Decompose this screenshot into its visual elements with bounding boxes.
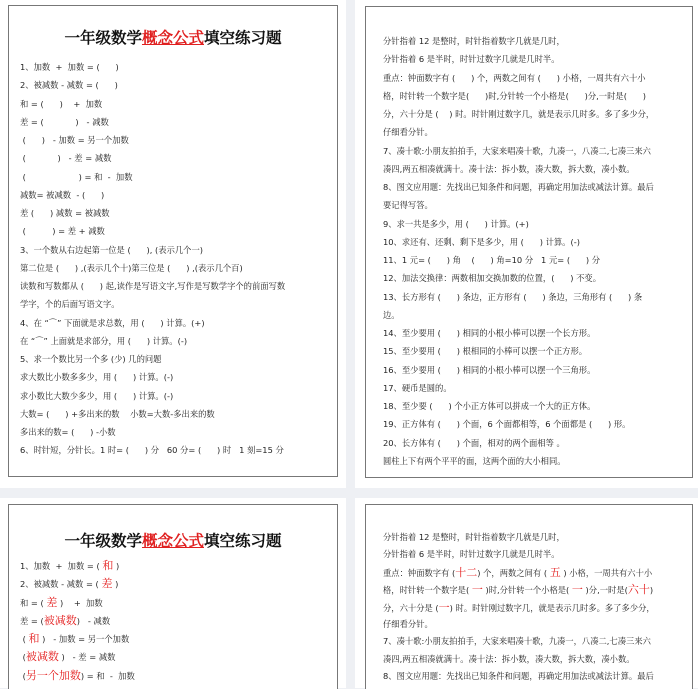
question-line	[20, 295, 285, 313]
title-suffix: 填空练习题	[204, 532, 282, 550]
title-highlight: 概念公式	[141, 532, 204, 550]
line-text: 13、长方形有 ( ) 条边，正方形有 ( ) 条边，三角形有 ( ) 条	[383, 291, 643, 302]
question-line	[20, 612, 135, 630]
line-text: 分针指着 12 是整时，时针指着数字几就是几时，	[383, 36, 565, 46]
question-line	[383, 397, 654, 415]
question-line	[383, 105, 654, 123]
line-text: 6、时针短，分针长。1 时= ( ) 分 60 分= ( ) 时 1 刻=15 分	[20, 445, 284, 456]
question-line	[20, 149, 285, 167]
line-text: )	[649, 585, 654, 596]
line-text: 凑四,两五相凑就满十。凑十法：拆小数，凑大数，拆大数，凑小数。	[383, 653, 635, 664]
line-text: 圆柱上下有两个平平的面，这两个面的大小相同。	[383, 455, 566, 466]
line-text: ) + 加数	[57, 597, 103, 608]
line-text: 10、求还有、还剩、剩下是多少，用 ( ) 计算。(-)	[383, 236, 580, 247]
title-suffix: 填空练习题	[204, 29, 282, 47]
question-line	[383, 529, 655, 546]
question-lines	[383, 529, 655, 686]
answer-text: 十二	[455, 565, 478, 579]
line-text: ( ) = 差 + 减数	[20, 226, 105, 237]
worksheet-page-1	[0, 0, 346, 488]
question-line	[383, 379, 654, 397]
title-prefix: 一年级数学	[64, 532, 142, 550]
answer-text: 和	[28, 632, 40, 645]
line-text: )	[112, 579, 119, 590]
line-text: 分，六十分是 (	[383, 602, 439, 613]
question-line	[20, 58, 285, 76]
line-text: 分，六十分是 ( ) 时。时针刚过数字几，就是表示几时多。多了多少分，	[383, 109, 655, 119]
worksheet-page-2	[355, 0, 698, 488]
line-text: ) - 减数	[76, 615, 111, 626]
line-text: 分针指着 6 是半时，时针过数字几就是几时半。	[383, 549, 560, 560]
line-text: 17、硬币是圆的。	[383, 382, 452, 393]
line-text: 学字，个的后面写语文字。	[20, 299, 120, 310]
line-text: 求小数比大数少多少，用 ( ) 计算。(-)	[20, 390, 174, 401]
question-line	[383, 160, 654, 178]
line-text: 和 = (	[20, 597, 47, 608]
question-line	[383, 32, 654, 50]
line-text: 3、一个数从右边起第一位是 ( ), (表示几个一)	[20, 244, 204, 255]
line-text: 4、在 “⌒” 下面就是求总数，用 ( ) 计算。(+)	[20, 317, 205, 328]
question-line	[383, 324, 654, 342]
question-line	[383, 50, 654, 68]
line-text: 5、求一个数比另一个多 (少) 几的问题	[20, 354, 162, 364]
question-line	[383, 651, 655, 668]
answer-text: 被减数	[43, 613, 77, 627]
line-text: 8、图文应用题：先找出已知条件和问题，再确定用加法或减法计算。最后	[383, 182, 654, 192]
question-line	[383, 269, 654, 287]
question-line	[20, 131, 285, 149]
question-line	[20, 423, 285, 441]
line-text: ) 时。时针刚过数字几，就是表示几时多。多了多少分，	[449, 602, 655, 613]
line-text: 8、图文应用题：先找出已知条件和问题，再确定用加法或减法计算。最后	[383, 671, 654, 682]
question-line	[20, 222, 285, 240]
question-line	[20, 387, 285, 405]
question-line	[383, 178, 654, 196]
title-prefix: 一年级数学	[64, 29, 142, 47]
line-text: 15、至少要用 ( ) 根相同的小棒可以摆一个正方形。	[383, 346, 588, 357]
question-line	[20, 667, 135, 685]
line-text: 1、加数 + 加数 = ( )	[20, 62, 119, 72]
question-line	[20, 557, 135, 575]
line-text: 读数和写数都从 ( ) 起,读作是写语文字,写作是写数学字个的前面写数	[20, 281, 286, 291]
answer-text: 被减数	[25, 650, 59, 664]
question-line	[383, 342, 654, 360]
question-lines	[383, 32, 654, 470]
question-line	[383, 215, 654, 233]
answer-text: 另一个加数	[25, 668, 81, 682]
question-line	[20, 350, 285, 368]
question-line	[383, 668, 655, 685]
line-text: 分针指着 12 是整时，时针指着数字几就是几时，	[383, 532, 565, 542]
question-line	[383, 288, 654, 306]
line-text: 第二位是 ( ) ,(表示几个十)第三位是 ( ) ,(表示几个百)	[20, 262, 243, 273]
question-line	[20, 277, 285, 295]
line-text: 14、至少要用 ( ) 相同的小根小棒可以摆一个长方形。	[383, 328, 596, 338]
line-text: 和 = ( ) + 加数	[20, 98, 103, 109]
question-line	[20, 594, 135, 612]
line-text: 18、至少要 ( ) 个小正方体可以拼成一个大的正方体。	[383, 401, 596, 411]
line-text: 7、凑十歌:小朋友拍拍手，大家来唱凑十歌，九凑一，八凑二,七凑三来六	[383, 145, 651, 156]
line-text: 减数= 被减数 - ( )	[20, 189, 105, 200]
answer-page-1	[0, 498, 346, 688]
line-text: 多出来的数= ( ) -小数	[20, 427, 116, 437]
answer-text: 差	[46, 595, 58, 609]
line-text: 1、加数 + 加数 = (	[20, 561, 103, 571]
line-text: 求大数比小数多多少，用 ( ) 计算。(-)	[20, 372, 174, 383]
line-text: 19、正方体有 ( ) 个面，6 个面都相等，6 个面都是 ( ) 形。	[383, 419, 631, 430]
question-line	[20, 441, 285, 459]
line-text: )	[113, 561, 120, 571]
page-title	[9, 529, 337, 551]
line-text: 7、凑十歌:小朋友拍拍手，大家来唱凑十歌，九凑一，八凑二,七凑三来六	[383, 636, 651, 647]
question-line	[20, 95, 285, 113]
question-line	[20, 241, 285, 259]
question-line	[383, 546, 655, 563]
line-text: 要记得写答。	[383, 200, 433, 211]
page-border	[8, 504, 338, 689]
line-text: ) - 加数 = 另一个加数	[39, 634, 130, 644]
line-text: ) 小格，一周共有六十小	[560, 567, 653, 578]
question-line	[383, 599, 655, 616]
question-line	[383, 251, 654, 269]
question-line	[383, 196, 654, 214]
line-text: 重点：钟面数字有 ( ) 个，两数之间有 ( ) 小格，一周共有六十小	[383, 72, 646, 83]
line-text: (	[20, 652, 26, 663]
question-line	[20, 76, 285, 94]
line-text: 2、被减数 - 减数 = (	[20, 579, 102, 590]
answer-text: 一	[471, 583, 483, 597]
page-border	[365, 6, 693, 478]
question-line	[383, 616, 655, 633]
line-text: 格，时针转一个数字是( )时,分针转一个小格是( )分,一时是( )	[383, 90, 646, 101]
question-line	[383, 361, 654, 379]
line-text: 边。	[383, 309, 400, 320]
line-text: 格，时针转一个数字是(	[383, 585, 472, 596]
question-line	[383, 123, 654, 141]
question-line	[383, 452, 654, 470]
question-line	[383, 434, 654, 452]
page-border	[365, 504, 693, 689]
line-text: ) - 差 = 减数	[58, 652, 116, 663]
line-text: 12、加法交换律：两数相加交换加数的位置，( ) 不变。	[383, 273, 602, 284]
question-line	[383, 581, 655, 598]
line-text: 在 “⌒” 上面就是求部分，用 ( ) 计算。(-)	[20, 335, 188, 346]
line-text: (	[20, 634, 29, 644]
line-text: ) = 和 - 加数	[80, 670, 135, 681]
line-text: ( ) - 加数 = 另一个加数	[20, 135, 129, 145]
question-line	[20, 332, 285, 350]
question-line	[383, 306, 654, 324]
question-line	[383, 564, 655, 581]
question-line	[20, 168, 285, 186]
question-line	[20, 575, 135, 593]
line-text: (	[20, 670, 26, 681]
line-text: )时,分针转一个小格是(	[482, 585, 572, 596]
question-line	[383, 633, 655, 650]
line-text: 16、至少要用 ( ) 相同的小根小棒可以摆一个三角形。	[383, 364, 596, 375]
page-title	[9, 26, 337, 48]
line-text: 差 = ( ) - 减数	[20, 116, 109, 127]
question-line	[20, 259, 285, 277]
line-text: 9、求一共是多少，用 ( ) 计算。(+)	[383, 218, 529, 229]
line-text: 凑四,两五相凑就满十。凑十法：拆小数，凑大数，拆大数，凑小数。	[383, 163, 635, 174]
page-border	[8, 5, 338, 477]
answer-text: 一	[438, 600, 450, 614]
question-line	[20, 648, 135, 666]
question-line	[20, 113, 285, 131]
title-highlight: 概念公式	[141, 29, 204, 47]
question-line	[383, 233, 654, 251]
question-line	[20, 368, 285, 386]
line-text: 仔细看分针。	[383, 127, 433, 138]
answer-text: 一	[571, 583, 583, 597]
answer-text: 差	[101, 577, 113, 591]
line-text: 20、长方体有 ( ) 个面，相对的两个面相等 。	[383, 437, 565, 448]
line-text: ( ) - 差 = 减数	[20, 153, 112, 164]
line-text: 分针指着 6 是半时，时针过数字几就是几时半。	[383, 54, 560, 65]
question-line	[20, 630, 135, 648]
question-line	[383, 87, 654, 105]
line-text: 11、1 元= ( ) 角 ( ) 角=10 分 1 元= ( ) 分	[383, 255, 601, 265]
line-text: 2、被减数 - 减数 = ( )	[20, 80, 118, 91]
answer-page-2	[355, 498, 698, 688]
line-text: 仔细看分针。	[383, 618, 433, 629]
line-text: 重点：钟面数字有 (	[383, 567, 456, 578]
line-text: )分,一时是(	[582, 585, 628, 596]
question-line	[20, 186, 285, 204]
answer-text: 六十	[627, 583, 650, 597]
question-lines	[20, 557, 135, 685]
answer-text: 五	[549, 565, 561, 579]
question-line	[383, 142, 654, 160]
question-line	[20, 405, 285, 423]
question-line	[383, 69, 654, 87]
line-text: 大数= ( ) +多出来的数 小数=大数-多出来的数	[20, 408, 215, 419]
question-line	[20, 204, 285, 222]
line-text: 差 = (	[20, 615, 44, 626]
line-text: ) 个，两数之间有 (	[477, 567, 550, 578]
line-text: ( ) = 和 - 加数	[20, 171, 133, 182]
line-text: 差 ( ) 减数 = 被减数	[20, 208, 110, 218]
question-line	[20, 314, 285, 332]
question-lines	[20, 58, 285, 460]
answer-text: 和	[102, 559, 114, 572]
question-line	[383, 415, 654, 433]
